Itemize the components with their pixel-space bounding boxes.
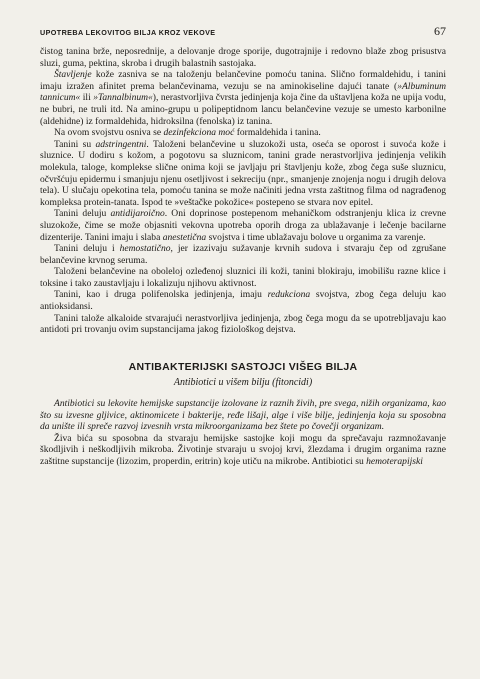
paragraph-hemostaticno: Tanini deluju i hemostatično, jer izazivaju sužavanje krvnih sudova i stvaraju čep od zgrušane belančevine krvnog seruma. (40, 243, 447, 266)
running-title: UPOTREBA LEKOVITOG BILJA KROZ VEKOVE (40, 28, 216, 37)
paragraph-blokada-klica: Taloženi belančevine na obolelој ozleđenoj sluznici ili koži, tanini blokiraju, imobilišu razne klice i toksine i tako zaustavljaju i lokalizuju njihovu aktivnost. (40, 266, 446, 289)
paragraph-ziva-bica: Živa bića su sposobna da stvaraju hemijske sastojke koji mogu da sprečavaju razmnožavanje škodljivih i neškodljivih mikroba. Životinje stvaraju u svojoj krvi, žlezdama i drugim organima razne zaštitne supstancije (lizozim, properdin, eritrin) koje utiču na mikrobe. Antibiotici su hemoterapijski (40, 432, 446, 467)
section-subheading: Antibiotici u višem bilju (fitoncidi) (173, 377, 313, 389)
section-heading: ANTIBAKTERIJSKI SASTOJCI VIŠEG BILJA (128, 360, 358, 373)
paragraph-alkaloidi: Tanini talože alkaloide stvarajući nerastvorljiva jedinjenja, zbog čega mogu da se upotrebljavaju kao antidoti pri trovanju ovim supstancijama jakog fiziološkog dejstva. (40, 312, 446, 336)
running-head (40, 24, 446, 42)
paragraph-antidijaroicno: Tanini deluju antidijaroično. Oni doprinose postepenom mehaničkom odstranjenju klica iz crevne sluzokože, čime se može objasniti vekovna upotreba oporih droga za ublažavanje i lečenje bacilarne dizenterije. Tanini imaju i slaba anestetična svojstva i time ublažavaju bolove u organima za varenje. (40, 208, 446, 243)
paragraph-dezinfekcija: Na ovom svojstvu osniva se dezinfekciona moć formaldehida i tanina. (54, 127, 321, 139)
page-number: 67 (434, 24, 446, 38)
paragraph-tanin-intro: čistog tanina brže, neposrednije, a delovanje droge sporije, dugotrajnije i redovno blaže zbog prisustva sluzi, guma, pektina, skroba i drugih balastnih sastojaka. (40, 46, 446, 69)
paragraph-antibiotici-definicija: Antibiotici su lekovite hemijske supstancije izolovane iz raznih živih, pre svega, nižih organizama, kao što su izvesne gljivice, aktinomicete i bakterije, ređe lišaji, alge i više bilje, jedinjenja koja su sposobna da unište ili spreče razvoj izvesnih vrsta mikroorganizama bez štete po čovečji organizam. (40, 398, 446, 433)
paragraph-adstringentni: Tanini su adstringentni. Taloženi belančevine u sluzokoži usta, oseća se oporost i suvoća kože i sluznice. U dodiru s kožom, a pogotovu sa sluznicom, tanini grade nerastvorljiva jedinjenja velikih molekula, taloge, komplekse slične onima koji se javljaju pri štavljenju kože, zbog čega suše sluznicu, očvršćuju epidermu i smanjuju njenu osetljivost i sekreciju (npr., smanjenje znojenja nogu i drugih delova tela). U slučaju opekotina tela, pomoću tanina se može načiniti jedna vrsta zaštitnog filma od nagrađenog kompleksa protein-tanata. Ispod te »veštačke pokožice« postepeno se stvara nov epitel. (40, 138, 446, 208)
paragraph-redukciona: Tanini, kao i druga polifenolska jedinjenja, imaju redukciona svojstva, zbog čega deluju kao antioksidansi. (40, 289, 446, 313)
paragraph-stavljenje: Štavljenje kože zasniva se na taloženju belančevine pomoću tanina. Slično formaldehidu, i tanini imaju izražen afinitet prema belančevinama, vezuju se na aminokiseline dajući tanate (»Albuminum tannicum« ili »Tannalbinum«), nerastvorljiva čvrsta jedinjenja koja čine da uštavljena koža ne upija vodu, ne bubri, ne truli itd. Na amino-grupu u polipeptidnom lancu belančevine vezuje se umesto karbonilne (aldehidne) iz formaldehida, hidroksilna (fenolska) iz tanina. (40, 69, 447, 127)
body-text (40, 46, 446, 468)
